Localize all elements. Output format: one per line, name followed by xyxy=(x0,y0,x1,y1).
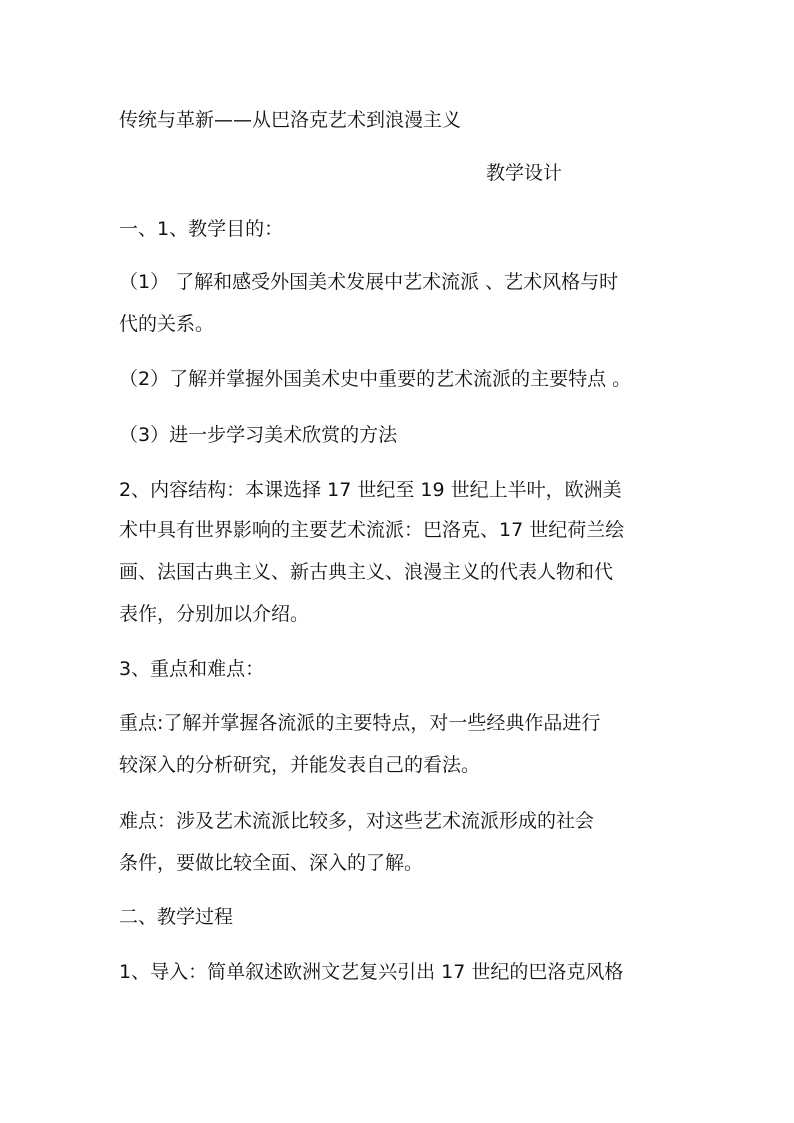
difficulty-line-2: 条件，要做比较全面、深入的了解。 xyxy=(119,852,424,874)
introduction-line: 1、导入：简单叙述欧洲文艺复兴引出 17 世纪的巴洛克风格 xyxy=(119,961,624,983)
section-heading-teaching-process: 二、教学过程 xyxy=(119,906,234,928)
content-structure-line-4: 表作，分别加以介绍。 xyxy=(119,603,310,625)
objective-1-line-2: 代的关系。 xyxy=(119,313,215,335)
objective-1-line-1: （1） 了解和感受外国美术发展中艺术流派 、艺术风格与时 xyxy=(119,271,619,293)
key-point-line-1: 重点:了解并掌握各流派的主要特点，对一些经典作品进行 xyxy=(119,712,601,734)
content-structure-line-1: 2、内容结构：本课选择 17 世纪至 19 世纪上半叶，欧洲美 xyxy=(119,479,622,501)
difficulty-line-1: 难点：涉及艺术流派比较多，对这些艺术流派形成的社会 xyxy=(119,810,595,832)
content-structure-line-2: 术中具有世界影响的主要艺术流派：巴洛克、17 世纪荷兰绘 xyxy=(119,519,625,541)
section-heading-key-points: 3、重点和难点： xyxy=(119,658,265,680)
content-structure-line-3: 画、法国古典主义、新古典主义、浪漫主义的代表人物和代 xyxy=(119,561,614,583)
key-point-line-2: 较深入的分析研究，并能发表自己的看法。 xyxy=(119,754,481,776)
objective-2: （2）了解并掌握外国美术史中重要的艺术流派的主要特点 。 xyxy=(119,368,632,390)
objective-3: （3）进一步学习美术欣赏的方法 xyxy=(119,424,398,446)
document-title: 传统与革新——从巴洛克艺术到浪漫主义 xyxy=(119,109,462,131)
document-subtitle: 教学设计 xyxy=(486,162,563,184)
section-heading-teaching-objectives: 一、1、教学目的： xyxy=(119,218,284,240)
